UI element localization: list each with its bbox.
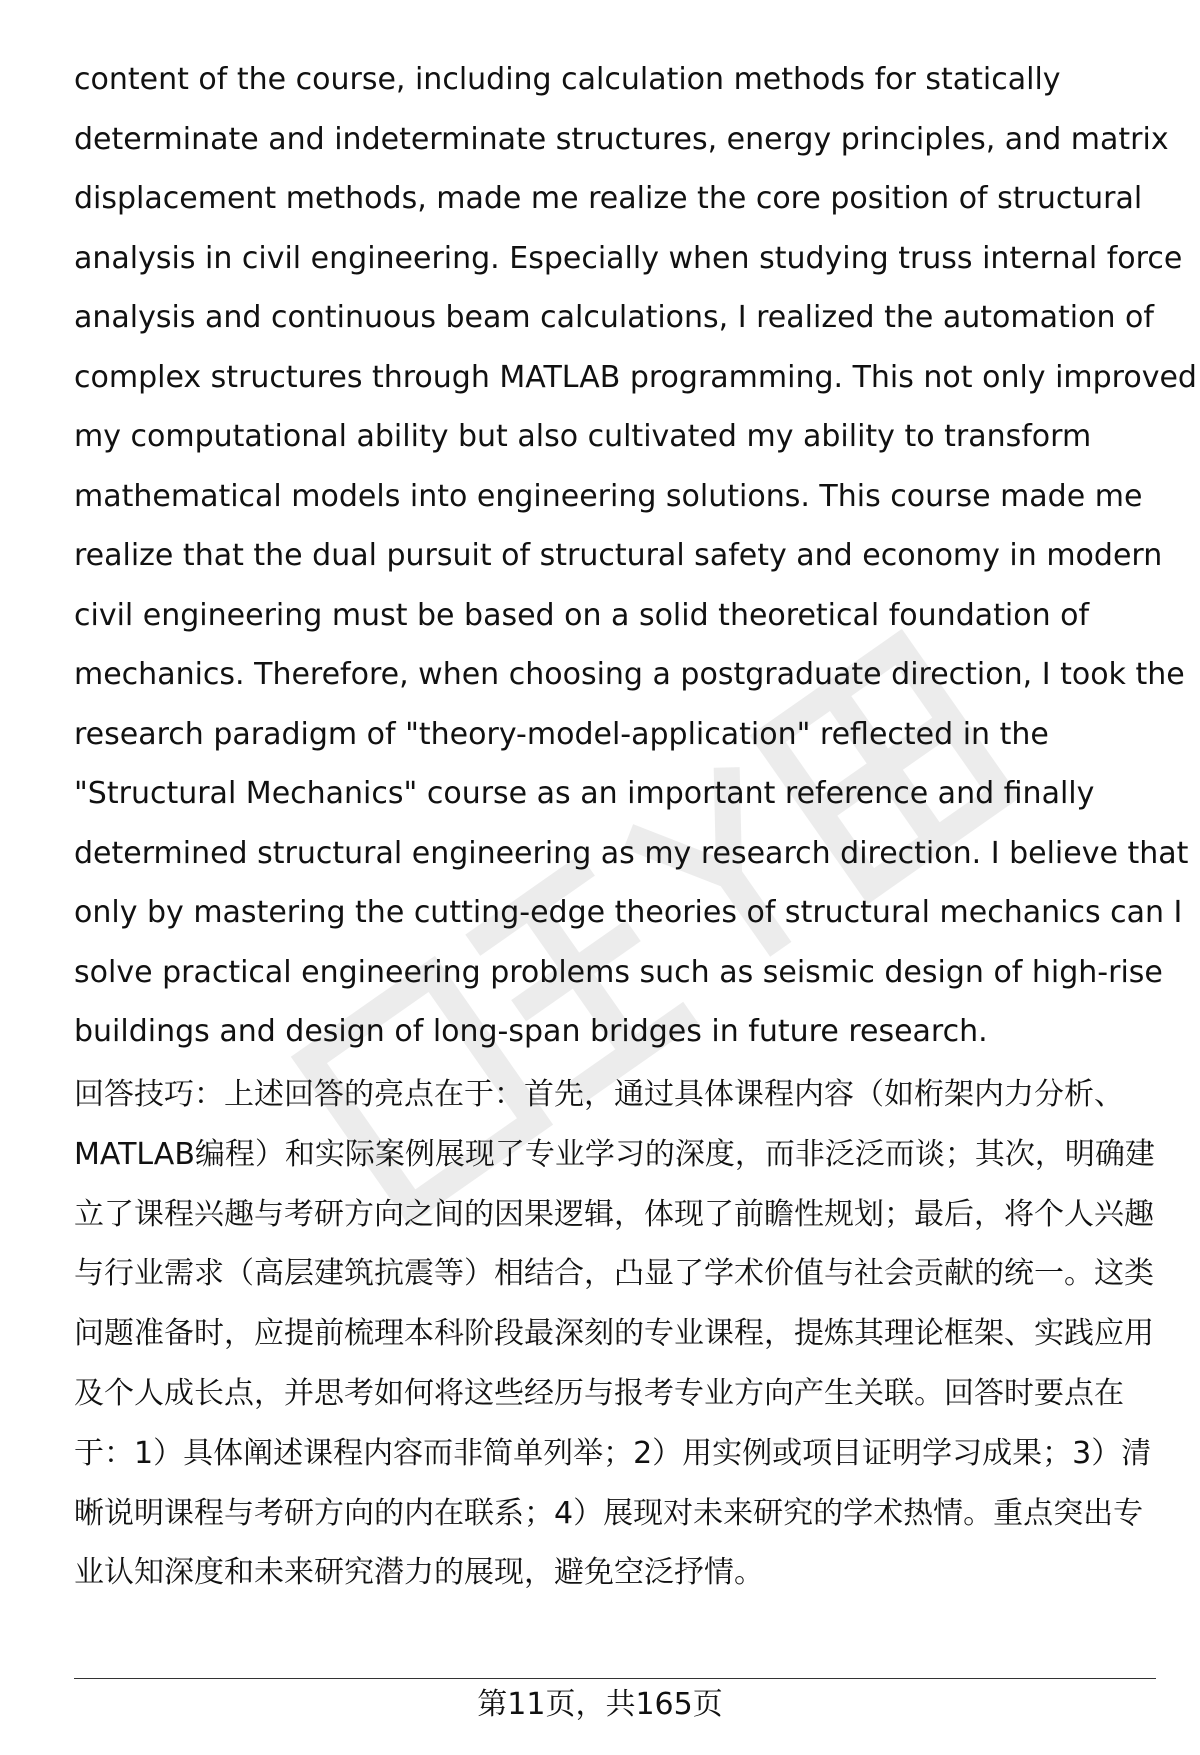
body-line: research paradigm of "theory-model-application" reflected in the bbox=[74, 716, 1049, 752]
body-line: displacement methods, made me realize the core position of structural bbox=[74, 181, 1143, 216]
body-line: realize that the dual pursuit of structural safety and economy in modern bbox=[74, 538, 1163, 573]
body-line: "Structural Mechanics" course as an important reference and finally bbox=[74, 776, 1095, 811]
page-number: 第11页，共165页 bbox=[477, 1687, 723, 1722]
footer-divider bbox=[74, 1678, 1156, 1679]
body-line: solve practical engineering problems such as seismic design of high-rise bbox=[74, 954, 1163, 990]
tips-line: 立了课程兴趣与考研方向之间的因果逻辑，体现了前瞻性规划；最后，将个人兴趣 bbox=[74, 1196, 1154, 1232]
tips-line: 问题准备时，应提前梳理本科阶段最深刻的专业课程，提炼其理论框架、实践应用 bbox=[74, 1316, 1154, 1352]
body-line: civil engineering must be based on a solid theoretical foundation of bbox=[74, 597, 1090, 633]
body-line: determined structural engineering as my research direction. I believe that bbox=[74, 835, 1189, 871]
tips-line: MATLAB编程）和实际案例展现了专业学习的深度，而非泛泛而谈；其次，明确建 bbox=[74, 1136, 1155, 1172]
tips-line: 业认知深度和未来研究潜力的展现，避免空泛抒情。 bbox=[74, 1555, 764, 1591]
body-line: analysis in civil engineering. Especially when studying truss internal force bbox=[74, 240, 1183, 276]
body-line: complex structures through MATLAB programming. This not only improved bbox=[74, 359, 1197, 395]
tips-line: 与行业需求（高层建筑抗震等）相结合，凸显了学术价值与社会贡献的统一。这类 bbox=[74, 1256, 1154, 1292]
body-line: my computational ability but also cultivated my ability to transform bbox=[74, 419, 1092, 454]
body-line: only by mastering the cutting-edge theories of structural mechanics can I bbox=[74, 895, 1183, 930]
body-line: determinate and indeterminate structures, energy principles, and matrix bbox=[74, 121, 1169, 157]
body-line: content of the course, including calculation methods for statically bbox=[74, 62, 1061, 97]
tips-line: 晰说明课程与考研方向的内在联系；4）展现对未来研究的学术热情。重点突出专 bbox=[74, 1495, 1144, 1531]
answer-tips-paragraph bbox=[74, 1065, 1154, 1603]
tips-line: 回答技巧：上述回答的亮点在于：首先，通过具体课程内容（如桁架内力分析、 bbox=[74, 1077, 1124, 1112]
body-line: buildings and design of long-span bridges in future research. bbox=[74, 1014, 988, 1049]
body-line: analysis and continuous beam calculations, I realized the automation of bbox=[74, 300, 1154, 335]
tips-line: 于：1）具体阐述课程内容而非简单列举；2）用实例或项目证明学习成果；3）清 bbox=[74, 1435, 1152, 1471]
body-paragraph bbox=[74, 50, 1197, 1062]
tips-line: 及个人成长点，并思考如何将这些经历与报考专业方向产生关联。回答时要点在 bbox=[74, 1375, 1124, 1411]
body-line: mechanics. Therefore, when choosing a postgraduate direction, I took the bbox=[74, 657, 1185, 692]
body-line: mathematical models into engineering solutions. This course made me bbox=[74, 478, 1143, 514]
